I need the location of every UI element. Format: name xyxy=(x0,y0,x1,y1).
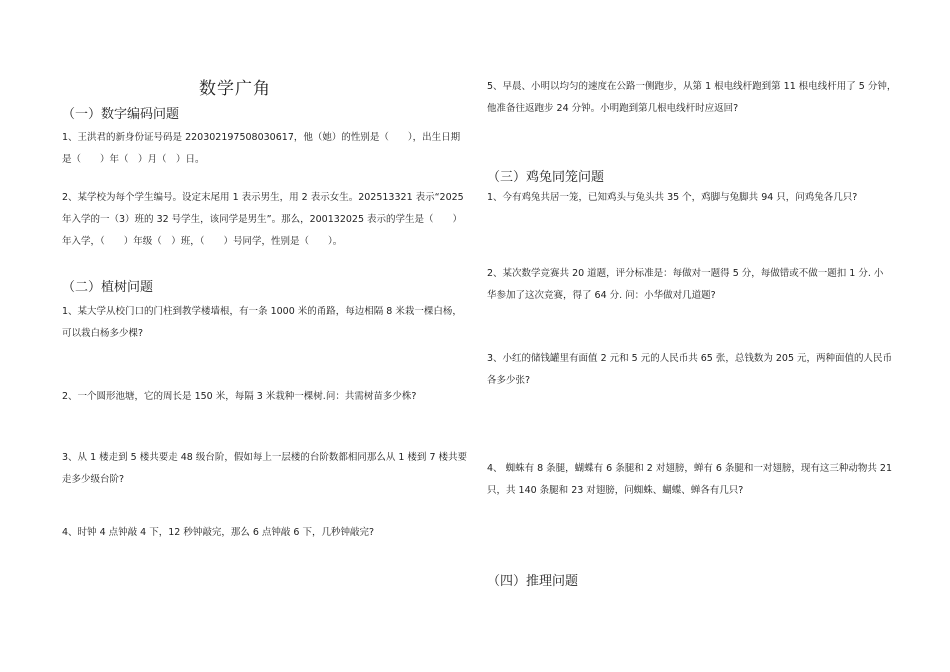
question-id-number: 1、王洪君的新身份证号码是 220302197508030617，他（她）的性别是（ ），出生日期是（ ）年（ ）月（ ）日。 xyxy=(62,132,461,165)
question-cage-4: 4、 蜘蛛有 8 条腿，蝴蝶有 6 条腿和 2 对翅膀，蝉有 6 条腿和一对翅膀，现有这三种动物共 21 只，共 140 条腿和 23 对翅膀，问蜘蛛、蝴蝶、蝉各有几只? xyxy=(487,463,893,496)
question-tree-5: 5、早晨、小明以均匀的速度在公路一侧跑步，从第 1 根电线杆跑到第 11 根电线杆用了 5 分钟，他准备往返跑步 24 分钟。小明跑到第几根电线杆时应返回? xyxy=(487,81,897,114)
page-title: 数学广角 xyxy=(199,79,271,99)
section-heading-number-coding: （一）数字编码问题 xyxy=(62,107,180,122)
question-tree-3: 3、从 1 楼走到 5 楼共要走 48 级台阶，假如每上一层楼的台阶数都相同那么从 1 楼到 7 楼共要走多少级台阶? xyxy=(62,452,468,485)
question-tree-2: 2、一个圆形池塘，它的周长是 150 米，每隔 3 米栽种一棵树.问：共需树苗多少株? xyxy=(62,391,417,402)
question-tree-1: 1、某大学从校门口的门柱到教学楼墙根，有一条 1000 米的甬路，每边相隔 8 米栽一棵白杨，可以栽白杨多少棵? xyxy=(62,306,462,339)
section-heading-chicken-rabbit: （三）鸡兔同笼问题 xyxy=(487,170,605,185)
section-heading-tree-planting: （二）植树问题 xyxy=(62,280,154,295)
question-student-number: 2、某学校为每个学生编号。设定末尾用 1 表示男生，用 2 表示女生。202513321 表示“2025 年入学的一（3）班的 32 号学生，该同学是男生”。那么，200132025 表示的学生是（ ）年入学，（ ）年级（ ）班，（ ）号同学，性别是（ ）。 xyxy=(62,192,464,247)
question-cage-3: 3、小红的储钱罐里有面值 2 元和 5 元的人民币共 65 张，总钱数为 205 元，两种面值的人民币各多少张? xyxy=(487,353,893,386)
question-cage-2: 2、某次数学竞赛共 20 道题，评分标准是：每做对一题得 5 分，每做错或不做一题扣 1 分. 小华参加了这次竞赛，得了 64 分. 问：小华做对几道题? xyxy=(487,268,884,301)
question-cage-1: 1、今有鸡兔共居一笼，已知鸡头与兔头共 35 个，鸡脚与兔脚共 94 只，问鸡兔各几只? xyxy=(487,192,858,203)
section-heading-reasoning: （四）推理问题 xyxy=(487,574,579,589)
question-tree-4: 4、时钟 4 点钟敲 4 下，12 秒钟敲完，那么 6 点钟敲 6 下，几秒钟敲完? xyxy=(62,527,375,538)
